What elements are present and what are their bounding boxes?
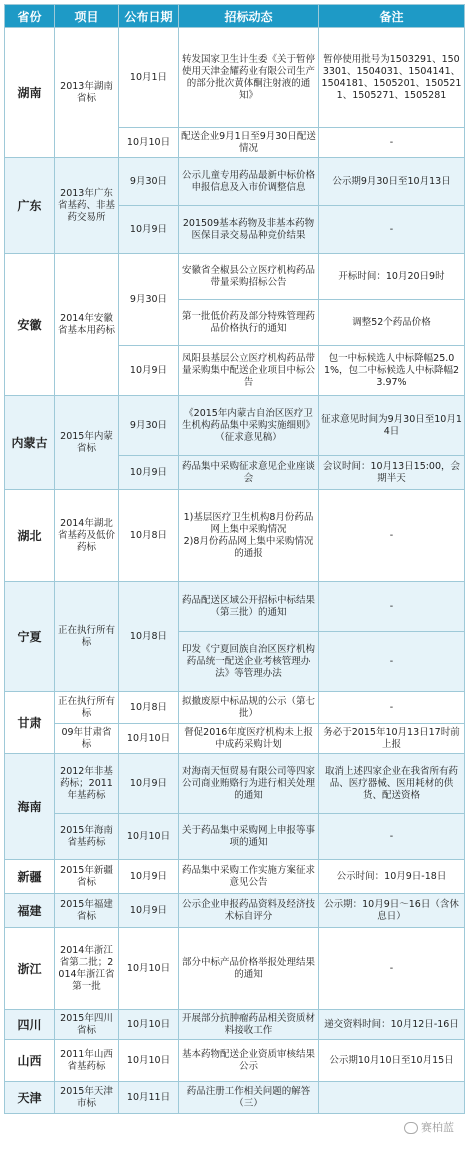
project-cell: 2011年山西省基药标 (55, 1040, 119, 1082)
project-cell: 2013年广东省基药、非基药交易所 (55, 158, 119, 254)
note-cell: - (319, 490, 465, 582)
province-cell: 湖北 (5, 490, 55, 582)
table-row (5, 928, 465, 1010)
note-cell: - (319, 928, 465, 1010)
news-cell: 1)基层医疗卫生机构8月份药品网上集中采购情况 2)8月份药品网上集中采购情况的通报 (179, 490, 319, 582)
news-cell: 安徽省全椒县公立医疗机构药品带量采购招标公告 (179, 254, 319, 300)
project-cell: 2014年安徽省基本用药标 (55, 254, 119, 396)
date-cell: 10月8日 (119, 692, 179, 724)
province-cell: 湖南 (5, 28, 55, 158)
note-cell: 征求意见时间为9月30日至10月14日 (319, 396, 465, 456)
header-note: 备注 (319, 5, 465, 28)
note-cell: 包一中标候选人中标降幅25.01%，包二中标候选人中标降幅23.97% (319, 346, 465, 396)
news-cell: 公示儿童专用药品最新中标价格申报信息及入市价调整信息 (179, 158, 319, 206)
news-cell: 督促2016年度医疗机构未上报中成药采购计划 (179, 724, 319, 754)
table-row (5, 396, 465, 456)
news-cell: 开展部分抗肿瘤药品相关资质材料接收工作 (179, 1010, 319, 1040)
province-cell: 福建 (5, 894, 55, 928)
table-row (5, 158, 465, 206)
date-cell: 10月8日 (119, 490, 179, 582)
project-cell: 2015年福建省标 (55, 894, 119, 928)
date-cell: 10月10日 (119, 1010, 179, 1040)
news-cell: 公示企业申报药品资料及经济技术标自评分 (179, 894, 319, 928)
project-cell: 2012年非基药标；2011年基药标 (55, 754, 119, 814)
note-cell: - (319, 632, 465, 692)
province-cell: 天津 (5, 1082, 55, 1114)
date-cell: 10月9日 (119, 894, 179, 928)
header-project: 项目 (55, 5, 119, 28)
date-cell: 9月30日 (119, 158, 179, 206)
table-row (5, 754, 465, 814)
news-cell: 基本药物配送企业资质审核结果公示 (179, 1040, 319, 1082)
project-cell: 2013年湖南省标 (55, 28, 119, 158)
table-row (5, 254, 465, 300)
date-cell: 10月10日 (119, 724, 179, 754)
news-cell: 201509基本药物及非基本药物医保目录交易品种竞价结果 (179, 206, 319, 254)
project-cell: 2014年浙江省第二批；2014年浙江省第一批 (55, 928, 119, 1010)
province-cell: 广东 (5, 158, 55, 254)
watermark-text: 赛柏蓝 (421, 1121, 454, 1134)
project-cell: 2015年天津市标 (55, 1082, 119, 1114)
date-cell: 10月10日 (119, 128, 179, 158)
province-cell: 甘肃 (5, 692, 55, 754)
note-cell: 公示期9月30日至10月13日 (319, 158, 465, 206)
note-cell: 公示期：10月9日～16日（含休息日） (319, 894, 465, 928)
date-cell: 10月9日 (119, 754, 179, 814)
note-cell: 调整52个药品价格 (319, 300, 465, 346)
table-row (5, 724, 465, 754)
news-cell: 配送企业9月1日至9月30日配送情况 (179, 128, 319, 158)
date-cell: 10月10日 (119, 928, 179, 1010)
province-cell: 内蒙古 (5, 396, 55, 490)
date-cell: 10月10日 (119, 814, 179, 860)
news-cell: 药品注册工作相关问题的解答（三） (179, 1082, 319, 1114)
project-cell: 2015年内蒙省标 (55, 396, 119, 490)
date-cell: 10月9日 (119, 206, 179, 254)
note-cell: - (319, 582, 465, 632)
province-cell: 新疆 (5, 860, 55, 894)
note-cell: - (319, 692, 465, 724)
date-cell: 10月10日 (119, 1040, 179, 1082)
province-cell: 浙江 (5, 928, 55, 1010)
date-cell: 10月11日 (119, 1082, 179, 1114)
province-cell: 四川 (5, 1010, 55, 1040)
project-cell: 2015年新疆省标 (55, 860, 119, 894)
note-cell: 递交资料时间：10月12日-16日 (319, 1010, 465, 1040)
table-row (5, 1082, 465, 1114)
date-cell: 9月30日 (119, 254, 179, 346)
table-row (5, 1040, 465, 1082)
news-cell: 第一批低价药及部分特殊管理药品价格执行的通知 (179, 300, 319, 346)
table-header-row (5, 5, 465, 28)
table-row (5, 490, 465, 582)
project-cell: 2014年湖北省基药及低价药标 (55, 490, 119, 582)
news-cell: 印发《宁夏回族自治区医疗机构药品统一配送企业考核管理办法》等管理办法 (179, 632, 319, 692)
news-cell: 对海南天恒贸易有限公司等四家公司商业贿赂行为进行相关处理的通知 (179, 754, 319, 814)
project-cell: 正在执行所有标 (55, 692, 119, 724)
note-cell: - (319, 128, 465, 158)
note-cell: 取消上述四家企业在我省所有药品、医疗器械、医用耗材的供货、配送资格 (319, 754, 465, 814)
date-cell: 10月1日 (119, 28, 179, 128)
note-cell: 公示时间：10月9日-18日 (319, 860, 465, 894)
table-row (5, 894, 465, 928)
date-cell: 9月30日 (119, 396, 179, 456)
news-cell: 凤阳县基层公立医疗机构药品带量采购集中配送企业项目中标公告 (179, 346, 319, 396)
date-cell: 10月9日 (119, 346, 179, 396)
note-cell: 暂停使用批号为1503291、1503301、1504031、1504141、1504181、1505201、1505211、1505271、1505281 (319, 28, 465, 128)
project-cell: 09年甘肃省标 (55, 724, 119, 754)
header-date: 公布日期 (119, 5, 179, 28)
news-cell: 部分中标产品价格举报处理结果的通知 (179, 928, 319, 1010)
table-row (5, 860, 465, 894)
bidding-news-table (4, 4, 465, 1114)
news-cell: 药品集中采购征求意见企业座谈会 (179, 456, 319, 490)
table-row (5, 28, 465, 128)
note-cell: 务必于2015年10月13日17时前上报 (319, 724, 465, 754)
news-cell: 药品配送区域公开招标中标结果（第三批）的通知 (179, 582, 319, 632)
note-cell (319, 1082, 465, 1114)
note-cell: - (319, 814, 465, 860)
date-cell: 10月9日 (119, 456, 179, 490)
table-row (5, 1010, 465, 1040)
news-cell: 关于药品集中采购网上申报等事项的通知 (179, 814, 319, 860)
note-cell: 开标时间：10月20日9时 (319, 254, 465, 300)
news-cell: 药品集中采购工作实施方案征求意见公告 (179, 860, 319, 894)
table-body (5, 28, 465, 1114)
note-cell: - (319, 206, 465, 254)
project-cell: 正在执行所有标 (55, 582, 119, 692)
province-cell: 海南 (5, 754, 55, 860)
wechat-icon (404, 1122, 418, 1134)
province-cell: 宁夏 (5, 582, 55, 692)
date-cell: 10月9日 (119, 860, 179, 894)
table-row (5, 814, 465, 860)
province-cell: 山西 (5, 1040, 55, 1082)
project-cell: 2015年四川省标 (55, 1010, 119, 1040)
header-province: 省份 (5, 5, 55, 28)
table-row (5, 582, 465, 632)
project-cell: 2015年海南省基药标 (55, 814, 119, 860)
date-cell: 10月8日 (119, 582, 179, 692)
news-cell: 转发国家卫生计生委《关于暂停使用天津金耀药业有限公司生产的部分批次黄体酮注射液的通知》 (179, 28, 319, 128)
table-row (5, 692, 465, 724)
news-cell: 《2015年内蒙古自治区医疗卫生机构药品集中采购实施细则》（征求意见稿） (179, 396, 319, 456)
watermark (404, 1119, 454, 1135)
header-news: 招标动态 (179, 5, 319, 28)
news-cell: 拟撤废原中标品规的公示（第七批） (179, 692, 319, 724)
note-cell: 公示期10月10日至10月15日 (319, 1040, 465, 1082)
province-cell: 安徽 (5, 254, 55, 396)
note-cell: 会议时间：10月13日15:00，会期半天 (319, 456, 465, 490)
